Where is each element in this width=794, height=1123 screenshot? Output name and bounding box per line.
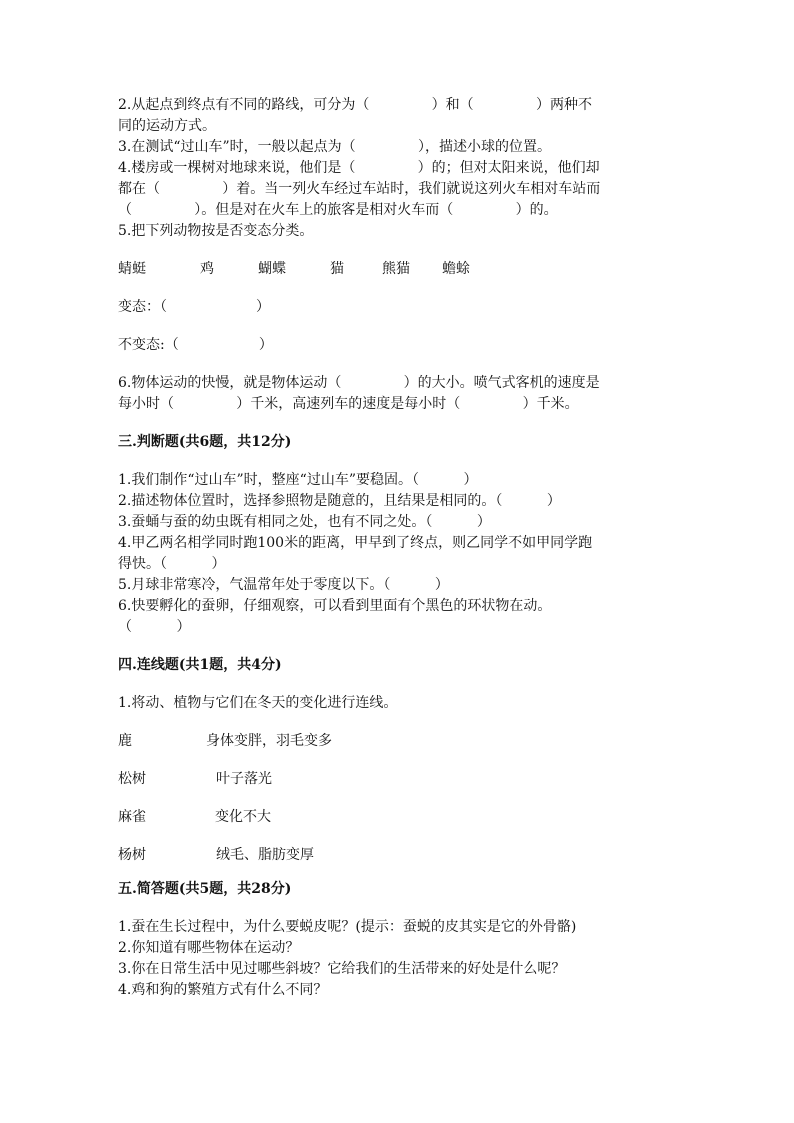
animal-item: 蝴蝶 bbox=[258, 261, 286, 277]
animal-item: 猫 bbox=[330, 261, 344, 277]
short-answer-section-title: 五.简答题(共5题，共28分) bbox=[118, 881, 292, 897]
match-row bbox=[118, 845, 678, 866]
non-metamorphosis-blank: 不变态:（ ） bbox=[118, 337, 273, 353]
match-row bbox=[118, 807, 678, 828]
match-instruction: 1.将动、植物与它们在冬天的变化进行连线。 bbox=[118, 695, 398, 711]
match-section-title: 四.连线题(共1题，共4分) bbox=[118, 657, 282, 673]
animal-list bbox=[118, 259, 678, 280]
animal-item: 鸡 bbox=[200, 261, 214, 277]
question-2-line-2: 同的运动方式。 bbox=[118, 118, 216, 134]
match-left-item: 松树 bbox=[118, 771, 146, 787]
short-answer-item: 1.蚕在生长过程中，为什么要蜕皮呢？(提示：蚕蜕的皮其实是它的外骨骼) bbox=[118, 919, 577, 935]
match-right-item: 绒毛、脂肪变厚 bbox=[216, 847, 314, 863]
match-left-item: 麻雀 bbox=[118, 809, 146, 825]
judge-item: 6.快要孵化的蚕卵，仔细观察，可以看到里面有个黑色的环状物在动。 bbox=[118, 598, 552, 614]
match-right-item: 身体变胖，羽毛变多 bbox=[206, 733, 332, 749]
short-answer-item: 4.鸡和狗的繁殖方式有什么不同？ bbox=[118, 982, 328, 998]
question-3: 3.在测试“过山车”时，一般以起点为（ ），描述小球的位置。 bbox=[118, 139, 551, 155]
animal-item: 蟾蜍 bbox=[442, 261, 470, 277]
animal-item: 熊猫 bbox=[382, 261, 410, 277]
judge-item: （ ） bbox=[118, 619, 191, 635]
question-6-line-1: 6.物体运动的快慢，就是物体运动（ ）的大小。喷气式客机的速度是 bbox=[118, 375, 600, 391]
match-row bbox=[118, 769, 678, 790]
match-left-item: 鹿 bbox=[118, 733, 132, 749]
animal-item: 蜻蜓 bbox=[118, 261, 146, 277]
question-4-line-3: （ ）。但是对在火车上的旅客是相对火车而（ ）的。 bbox=[118, 202, 558, 218]
judge-item: 3.蚕蛹与蚕的幼虫既有相同之处，也有不同之处。（ ） bbox=[118, 514, 491, 530]
question-4-line-1: 4.楼房或一棵树对地球来说，他们是（ ）的；但对太阳来说，他们却 bbox=[118, 160, 600, 176]
question-5: 5.把下列动物按是否变态分类。 bbox=[118, 223, 314, 239]
question-6-line-2: 每小时（ ）千米，高速列车的速度是每小时（ ）千米。 bbox=[118, 396, 579, 412]
metamorphosis-blank: 变态：（ ） bbox=[118, 299, 271, 315]
question-4-line-2: 都在（ ）着。当一列火车经过车站时，我们就说这列火车相对车站而 bbox=[118, 181, 601, 197]
short-answer-item: 2.你知道有哪些物体在运动？ bbox=[118, 940, 300, 956]
match-right-item: 叶子落光 bbox=[216, 771, 272, 787]
question-2-line-1: 2.从起点到终点有不同的路线，可分为（ ）和（ ）两种不 bbox=[118, 97, 592, 113]
match-left-item: 杨树 bbox=[118, 847, 146, 863]
match-right-item: 变化不大 bbox=[215, 809, 271, 825]
exam-page bbox=[118, 95, 678, 1001]
short-answer-item: 3.你在日常生活中见过哪些斜坡？它给我们的生活带来的好处是什么呢？ bbox=[118, 961, 566, 977]
match-row bbox=[118, 731, 678, 752]
judge-item: 1.我们制作“过山车”时，整座“过山车”要稳固。（ ） bbox=[118, 472, 478, 488]
judge-item: 4.甲乙两名相学同时跑100米的距离，甲早到了终点，则乙同学不如甲同学跑 bbox=[118, 535, 593, 551]
judge-section-title: 三.判断题(共6题，共12分) bbox=[118, 434, 292, 450]
judge-item: 得快。（ ） bbox=[118, 556, 226, 572]
judge-item: 2.描述物体位置时，选择参照物是随意的，且结果是相同的。（ ） bbox=[118, 493, 561, 509]
judge-item: 5.月球非常寒冷，气温常年处于零度以下。（ ） bbox=[118, 577, 449, 593]
